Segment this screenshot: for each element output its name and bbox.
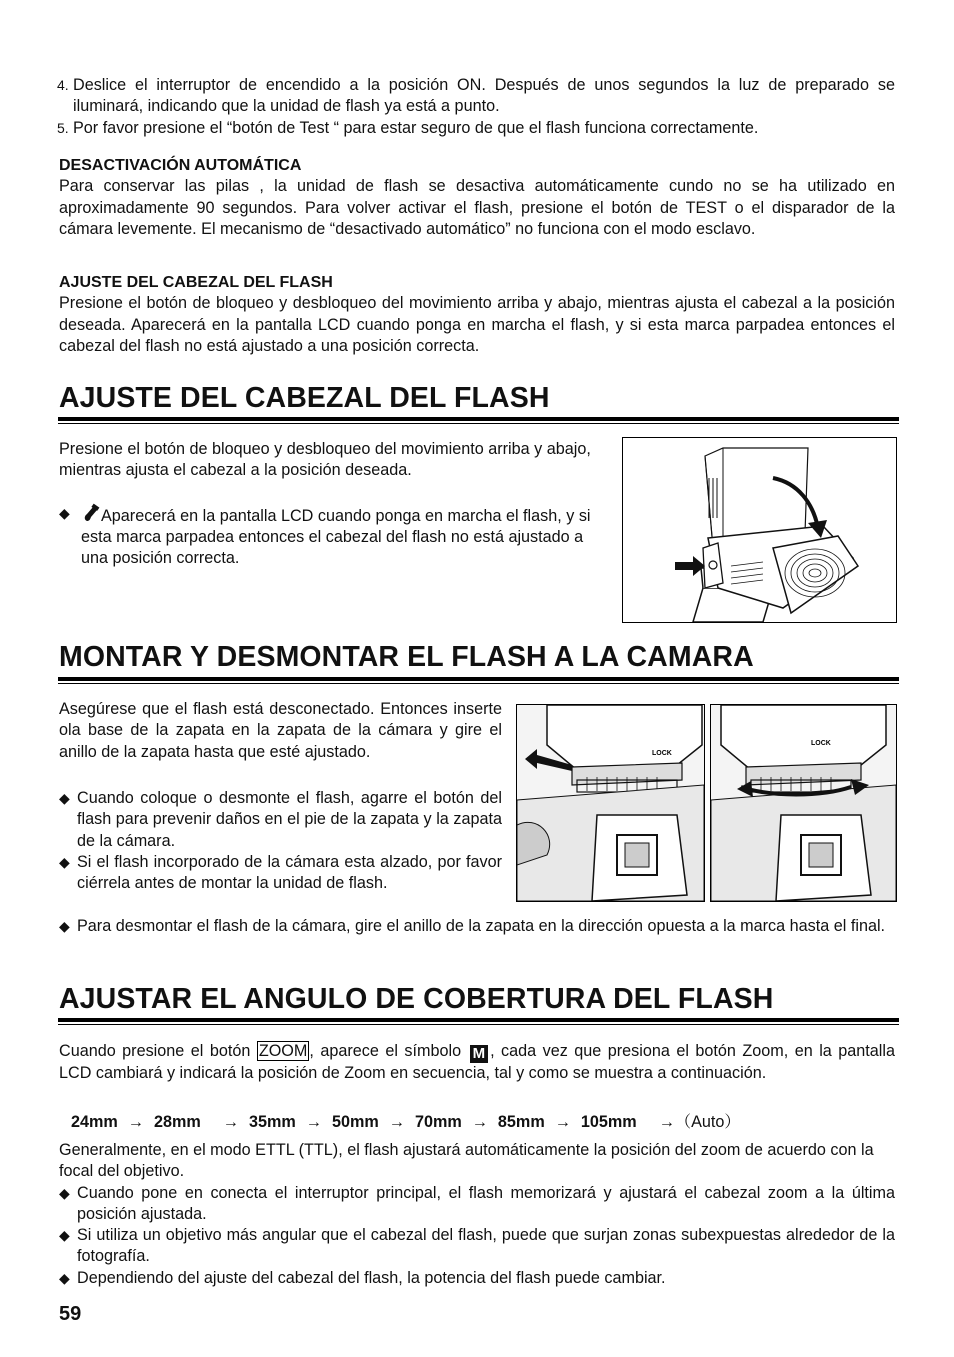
arrow-icon: → (388, 1113, 405, 1131)
section3-body: Generalmente, en el modo ETTL (TTL), el flash ajustará automáticamente la posición del zoom de acuerdo con la focal del objetivo. (59, 1141, 874, 1181)
intro-part-c: , cada vez que presiona el botón Zoom, en la pantalla LCD cambiará y indicará la posición de Zoom en secuencia, tal y como se muestra a continuación. (59, 1042, 895, 1082)
head-position-icon (81, 503, 101, 521)
step-number: 5. (57, 120, 69, 136)
section2-bullet (59, 788, 502, 852)
bullet-glyph: ◆ (59, 504, 70, 521)
section2-bullet (59, 852, 502, 895)
section3-bullet (59, 1183, 895, 1226)
section1-text (59, 439, 608, 569)
zoom-step: 105mm (580, 1113, 637, 1131)
section2-title: MONTAR Y DESMONTAR EL FLASH A LA CAMARA (59, 641, 754, 673)
zoom-step: 70mm (414, 1113, 462, 1131)
arrow-icon: → (222, 1113, 239, 1131)
section3-bullet (59, 1225, 895, 1268)
section3-body-block (59, 1140, 895, 1289)
section3-bullet (59, 1268, 895, 1289)
mount-illustration-left (516, 704, 705, 902)
zoom-step: 85mm (497, 1113, 545, 1131)
step-number: 4. (57, 77, 69, 93)
bullet-glyph: ◆ (59, 918, 70, 934)
section1-intro: Presione el botón de bloqueo y desbloqueo del movimiento arriba y abajo, mientras ajusta el cabezal a la posición deseada. (59, 440, 591, 480)
zoom-step: 35mm (248, 1113, 296, 1131)
lock-label: LOCK (811, 740, 831, 747)
head-adjust-small-heading: AJUSTE DEL CABEZAL DEL FLASH (59, 274, 333, 291)
section3-intro (59, 1041, 895, 1084)
section1-bullet-text: Aparecerá en la pantalla LCD cuando ponga en marcha el flash, y si esta marca parpadea entonces el cabezal del flash no está ajustado a una posición correcta. (81, 506, 591, 568)
step-text: Por favor presione el “botón de Test “ para estar seguro de que el flash funciona correctamente. (73, 119, 759, 137)
auto-off-body: Para conservar las pilas , la unidad de flash se desactiva automáticamente cundo no se ha utilizado en aproximadamente 90 segundos. Para volver activar el flash, presione el botón de TEST o el disparador de la cámara levemente. El mecanismo de “desactivado automático” no funciona con el modo esclavo. (59, 177, 895, 238)
section1-title: AJUSTE DEL CABEZAL DEL FLASH (59, 382, 550, 414)
bullet-glyph: ◆ (59, 853, 70, 870)
section3-rule (58, 1018, 899, 1025)
arrow-icon: → (554, 1113, 571, 1131)
bullet-text: Si el flash incorporado de la cámara esta alzado, por favor ciérrela antes de montar la unidad de flash. (77, 852, 502, 893)
auto-off-block (59, 155, 895, 240)
section3-title: AJUSTAR EL ANGULO DE COBERTURA DEL FLASH (59, 983, 774, 1015)
bullet-glyph: ◆ (59, 790, 70, 806)
zoom-step: 28mm (153, 1113, 201, 1131)
page-number: 59 (59, 1303, 82, 1325)
auto-off-heading: DESACTIVACIÓN AUTOMÁTICA (59, 157, 302, 174)
section1-bullet (59, 503, 608, 570)
zoom-button-label: ZOOM (258, 1042, 308, 1060)
section2-intro: Asegúrese que el flash está desconectado. Entonces inserte ola base de la zapata en la zapata de la cámara y gire el anillo de la zapata hasta que esté ajustado. (59, 700, 502, 761)
section2-bullets-left (59, 788, 502, 894)
arrow-icon: → (127, 1113, 144, 1131)
head-adjust-small-block (59, 272, 895, 357)
bullet-text: Si utiliza un objetivo más angular que el cabezal del flash, puede que surjan zonas subexpuestas alrededor de la fotografía. (77, 1226, 895, 1266)
m-symbol-icon: M (470, 1045, 489, 1063)
bullet-text: Cuando coloque o desmonte el flash, agarre el botón del flash para prevenir daños en el pie de la zapata y la zapata de la cámara. (77, 789, 502, 850)
head-adjust-small-body: Presione el botón de bloqueo y desbloqueo del movimiento arriba y abajo, mientras ajusta el cabezal a la posición deseada. Aparecerá en la pantalla LCD cuando ponga en marcha el flash, y si esta marca parpadea entonces el cabezal del flash no está ajustado a una posición correcta. (59, 294, 895, 355)
arrow-icon: → (305, 1113, 322, 1131)
mount-illustration-right (710, 704, 897, 902)
bullet-text: Cuando pone en conecta el interruptor principal, el flash memorizará y ajustará el cabezal zoom a la última posición ajustada. (77, 1183, 895, 1223)
bullet-text: Para desmontar el flash de la cámara, gire el anillo de la zapata en la dirección opuesta a la marca hasta el final. (77, 917, 886, 935)
step-5 (57, 118, 895, 139)
zoom-step: 24mm (71, 1113, 118, 1131)
section2-bullet-wide (59, 916, 913, 937)
bullet-glyph: ◆ (59, 1269, 70, 1286)
lock-label: LOCK (652, 750, 672, 757)
flash-head-illustration (622, 437, 897, 623)
arrow-icon: → (471, 1113, 488, 1131)
intro-part-a: Cuando presione el botón (59, 1042, 257, 1060)
section2-rule (58, 677, 899, 684)
intro-part-b: , aparece el símbolo (309, 1042, 468, 1060)
zoom-sequence (71, 1112, 741, 1133)
bullet-glyph: ◆ (59, 1227, 70, 1244)
zoom-step-auto: （Auto） (674, 1113, 741, 1131)
step-4 (57, 75, 895, 118)
bullet-glyph: ◆ (59, 1184, 70, 1201)
section1-rule (58, 417, 899, 424)
bullet-text: Dependiendo del ajuste del cabezal del flash, la potencia del flash puede cambiar. (77, 1268, 666, 1287)
arrow-icon: → (658, 1113, 675, 1131)
step-text: Deslice el interruptor de encendido a la posición ON. Después de unos segundos la luz de preparado se iluminará, indicando que la unidad de flash ya está a punto. (73, 76, 895, 116)
zoom-step: 50mm (331, 1113, 379, 1131)
